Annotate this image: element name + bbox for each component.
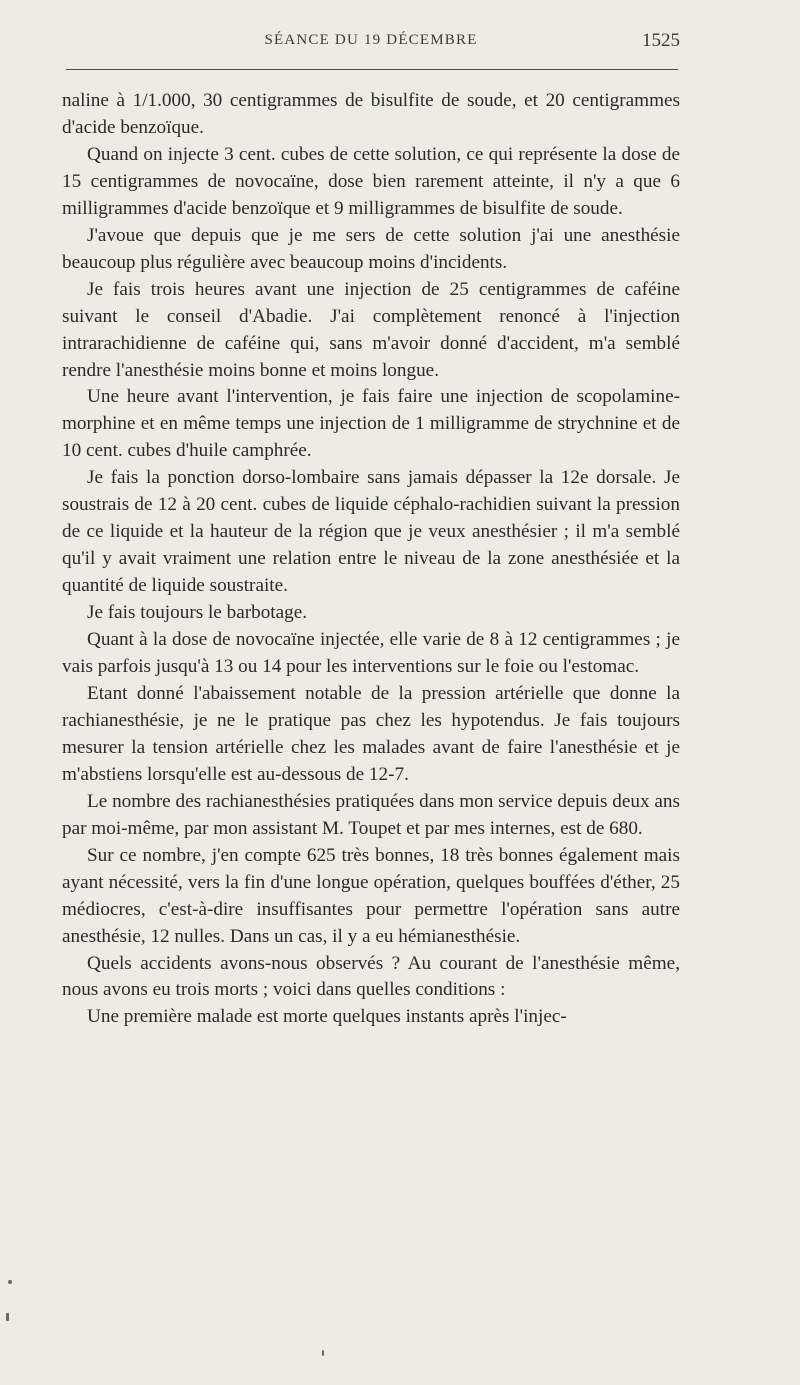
paragraph: Le nombre des rachianesthésies pratiquées dans mon service depuis deux ans par moi-même, par mon assistant M. Toupet et par mes internes, est de 680. (62, 790, 680, 839)
paragraph: Etant donné l'abaissement notable de la pression artérielle que donne la rachianesthésie, je ne le pratique pas chez les hypotendus. Je fais toujours mesurer la tension artérielle chez les malades avant de faire l'anesthésie et je m'abstiens lorsqu'elle est au-dessous de 12-7. (62, 682, 680, 785)
paragraph: naline à 1/1.000, 30 centigrammes de bisulfite de soude, et 20 centigrammes d'acide benzoïque. (62, 90, 680, 138)
paragraph: Sur ce nombre, j'en compte 625 très bonnes, 18 très bonnes également mais ayant nécessité, vers la fin d'une longue opération, quelques bouffées d'éther, 25 médiocres, c'est-à-dire insuffisantes pour permettre l'opération sans autre anesthésie, 12 nulles. Dans un cas, il y a eu hémianesthésie. (62, 844, 680, 947)
paragraph: Quels accidents avons-nous observés ? Au courant de l'anesthésie même, nous avons eu trois morts ; voici dans quelles conditions : (62, 952, 680, 1001)
running-title: SÉANCE DU 19 DÉCEMBRE (264, 32, 478, 48)
page-number: 1525 (642, 30, 680, 51)
header-rule (66, 69, 678, 70)
paragraph: Une heure avant l'intervention, je fais faire une injection de scopolamine-morphine et en même temps une injection de 1 milligramme de strychnine et de 10 cent. cubes d'huile camphrée. (62, 386, 680, 462)
paper-speck (322, 1350, 324, 1356)
paragraph: Quant à la dose de novocaïne injectée, elle varie de 8 à 12 centigrammes ; je vais parfois jusqu'à 13 ou 14 pour les interventions sur le foie ou l'estomac. (62, 629, 680, 678)
paragraph: Quand on injecte 3 cent. cubes de cette solution, ce qui représente la dose de 15 centigrammes de novocaïne, dose bien rarement atteinte, il n'y a que 6 milligrammes d'acide benzoïque et 9 milligrammes de bisulfite de soude. (62, 143, 680, 219)
paragraph: Je fais toujours le barbotage. (87, 602, 308, 624)
paragraph: Je fais la ponction dorso-lombaire sans jamais dépasser la 12e dorsale. Je soustrais de 12 à 20 cent. cubes de liquide céphalo-rachidien suivant la pression de ce liquide et la hauteur de la région que je veux anesthésier ; il m'a semblé qu'il y avait vraiment une relation entre le niveau de la zone anesthésiée et la quantité de liquide soustraite. (62, 467, 680, 597)
paragraph: Une première malade est morte quelques instants après l'injec- (87, 1006, 567, 1028)
body-text (62, 88, 680, 1031)
running-head (62, 30, 680, 56)
paragraph: Je fais trois heures avant une injection de 25 centigrammes de caféine suivant le conseil d'Abadie. J'ai complètement renoncé à l'injection intrarachidienne de caféine qui, sans m'avoir donné d'accident, m'a semblé rendre l'anesthésie moins bonne et moins longue. (62, 278, 680, 381)
paper-speck (8, 1280, 12, 1284)
paragraph: J'avoue que depuis que je me sers de cette solution j'ai une anesthésie beaucoup plus régulière avec beaucoup moins d'incidents. (62, 224, 680, 273)
paper-speck (6, 1313, 9, 1321)
